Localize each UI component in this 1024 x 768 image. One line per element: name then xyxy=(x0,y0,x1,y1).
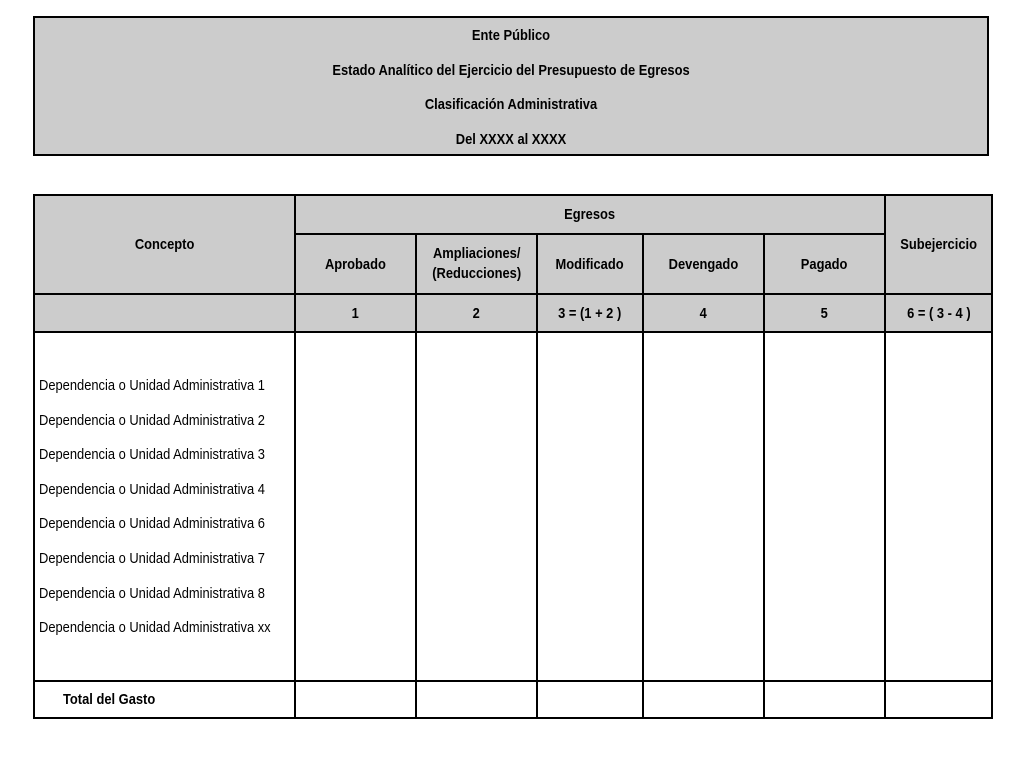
column-header-ampliaciones: Ampliaciones/ (Reducciones) xyxy=(416,234,537,294)
subejercicio-values-cell xyxy=(885,332,992,681)
total-pagado-cell xyxy=(764,681,885,718)
list-item: Dependencia o Unidad Administrativa 6 xyxy=(39,515,265,533)
column-number-1: 1 xyxy=(295,294,416,332)
list-item: Dependencia o Unidad Administrativa xx xyxy=(39,619,271,637)
column-header-devengado: Devengado xyxy=(643,234,764,294)
egresos-header: Egresos xyxy=(295,195,885,234)
concepto-header: Concepto xyxy=(34,195,295,294)
modificado-values-cell xyxy=(537,332,643,681)
classification-title: Clasificación Administrativa xyxy=(424,96,598,113)
total-subejercicio-cell xyxy=(885,681,992,718)
total-aprobado-cell xyxy=(295,681,416,718)
dependencias-list xyxy=(34,332,295,681)
list-item: Dependencia o Unidad Administrativa 3 xyxy=(39,446,265,464)
report-title: Estado Analítico del Ejercicio del Presupuesto de Egresos xyxy=(332,62,690,79)
list-item: Dependencia o Unidad Administrativa 2 xyxy=(39,411,265,429)
column-header-aprobado: Aprobado xyxy=(295,234,416,294)
devengado-values-cell xyxy=(643,332,764,681)
list-item: Dependencia o Unidad Administrativa 4 xyxy=(39,480,265,498)
column-number-3: 3 = (1 + 2 ) xyxy=(537,294,643,332)
period-label: Del XXXX al XXXX xyxy=(455,131,567,148)
budget-table xyxy=(33,194,993,719)
subejercicio-header: Subejercicio xyxy=(885,195,992,294)
column-header-pagado: Pagado xyxy=(764,234,885,294)
pagado-values-cell xyxy=(764,332,885,681)
total-ampliaciones-cell xyxy=(416,681,537,718)
report-header xyxy=(33,16,989,156)
ampliaciones-values-cell xyxy=(416,332,537,681)
column-number-2: 2 xyxy=(416,294,537,332)
list-item: Dependencia o Unidad Administrativa 7 xyxy=(39,549,265,567)
column-number-5: 5 xyxy=(764,294,885,332)
column-number-6: 6 = ( 3 - 4 ) xyxy=(885,294,992,332)
column-header-modificado: Modificado xyxy=(537,234,643,294)
total-modificado-cell xyxy=(537,681,643,718)
total-row-label: Total del Gasto xyxy=(34,681,295,718)
total-devengado-cell xyxy=(643,681,764,718)
aprobado-values-cell xyxy=(295,332,416,681)
concepto-number-cell xyxy=(34,294,295,332)
column-number-4: 4 xyxy=(643,294,764,332)
list-item: Dependencia o Unidad Administrativa 8 xyxy=(39,584,265,602)
list-item: Dependencia o Unidad Administrativa 1 xyxy=(39,377,265,394)
entity-name: Ente Público xyxy=(471,27,551,44)
